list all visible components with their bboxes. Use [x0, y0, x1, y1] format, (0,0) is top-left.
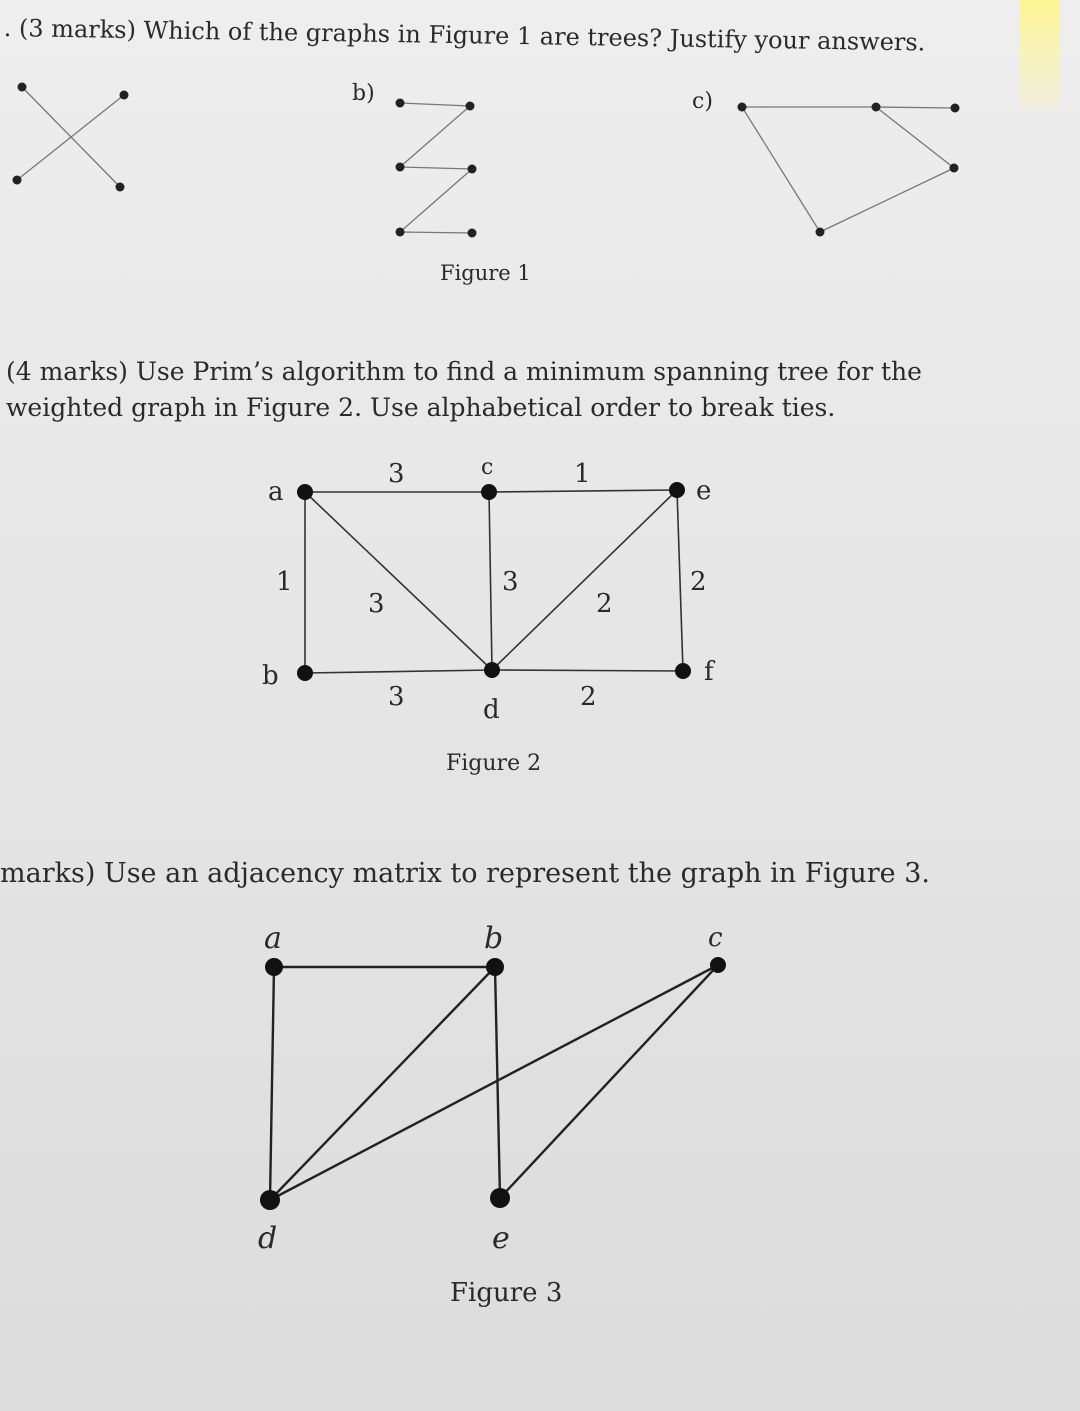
vertex-e	[669, 482, 685, 498]
figure-3-caption: Figure 3	[450, 1278, 563, 1308]
edge-c-e	[500, 965, 718, 1198]
vertex-label-a: a	[268, 477, 284, 507]
weight-d-e: 2	[596, 589, 613, 619]
vertex-label-a: a	[264, 921, 282, 956]
vertex-d	[260, 1190, 280, 1210]
edge-d-e	[492, 490, 677, 670]
vertex-b	[486, 958, 504, 976]
vertex-label-e: e	[696, 476, 712, 506]
weight-a-c: 3	[388, 459, 405, 489]
figure-3-edges	[270, 965, 718, 1200]
vertex-d	[484, 662, 500, 678]
edge-a-d	[305, 492, 492, 670]
edge-d-f	[492, 670, 683, 671]
vertex-label-c: c	[708, 923, 723, 953]
figure-2-vertices	[297, 482, 691, 681]
edge-b-d	[305, 670, 492, 673]
vertex-label-b: b	[484, 921, 504, 956]
vertex-f	[675, 663, 691, 679]
figure-2-edges	[305, 490, 683, 673]
weight-e-f: 2	[690, 567, 707, 597]
question-2-text: (4 marks) Use Prim’s algorithm to find a minimum spanning tree for the weighted graph in Figure 2. Use alphabetical order to break ties.	[6, 357, 922, 422]
vertex-label-e: e	[492, 1221, 510, 1256]
edge-b-d	[270, 967, 495, 1200]
vertex-a	[297, 484, 313, 500]
figure-1-label-b: b)	[352, 81, 375, 106]
edge-e-f	[677, 490, 683, 671]
figure-1	[17, 87, 955, 233]
question-1-text: . (3 marks) Which of the graphs in Figure 1 are trees? Justify your answers.	[3, 13, 926, 57]
vertex-a	[265, 958, 283, 976]
vertex-label-f: f	[704, 657, 714, 687]
weight-c-e: 1	[574, 459, 591, 489]
weight-c-d: 3	[502, 567, 519, 597]
vertex-c	[481, 484, 497, 500]
figure-1-graph-a	[17, 87, 124, 187]
figure-1-label-c: c)	[692, 89, 713, 114]
vertex-label-c: c	[481, 455, 494, 480]
question-3-text: marks) Use an adjacency matrix to represent the graph in Figure 3.	[0, 858, 930, 889]
vertex-label-d: d	[258, 1221, 278, 1256]
edge-c-d	[489, 492, 492, 670]
figure-1-vertices	[13, 83, 960, 238]
figure-1-graph-b	[400, 103, 472, 233]
vertex-label-d: d	[483, 695, 500, 725]
weight-d-f: 2	[580, 682, 597, 712]
figure-2-caption: Figure 2	[446, 751, 542, 776]
figure-1-graph-c	[742, 107, 955, 232]
weight-a-b: 1	[276, 567, 293, 597]
weight-b-d: 3	[388, 682, 405, 712]
vertex-e	[490, 1188, 510, 1208]
vertex-c	[710, 957, 726, 973]
vertex-b	[297, 665, 313, 681]
weight-a-d: 3	[368, 589, 385, 619]
figure-2	[262, 455, 716, 776]
edge-c-d	[270, 965, 718, 1200]
figure-3	[258, 921, 726, 1308]
figure-1-caption: Figure 1	[440, 261, 531, 285]
edge-c-e	[489, 490, 677, 492]
edge-a-d	[270, 967, 274, 1200]
vertex-label-b: b	[262, 661, 279, 691]
